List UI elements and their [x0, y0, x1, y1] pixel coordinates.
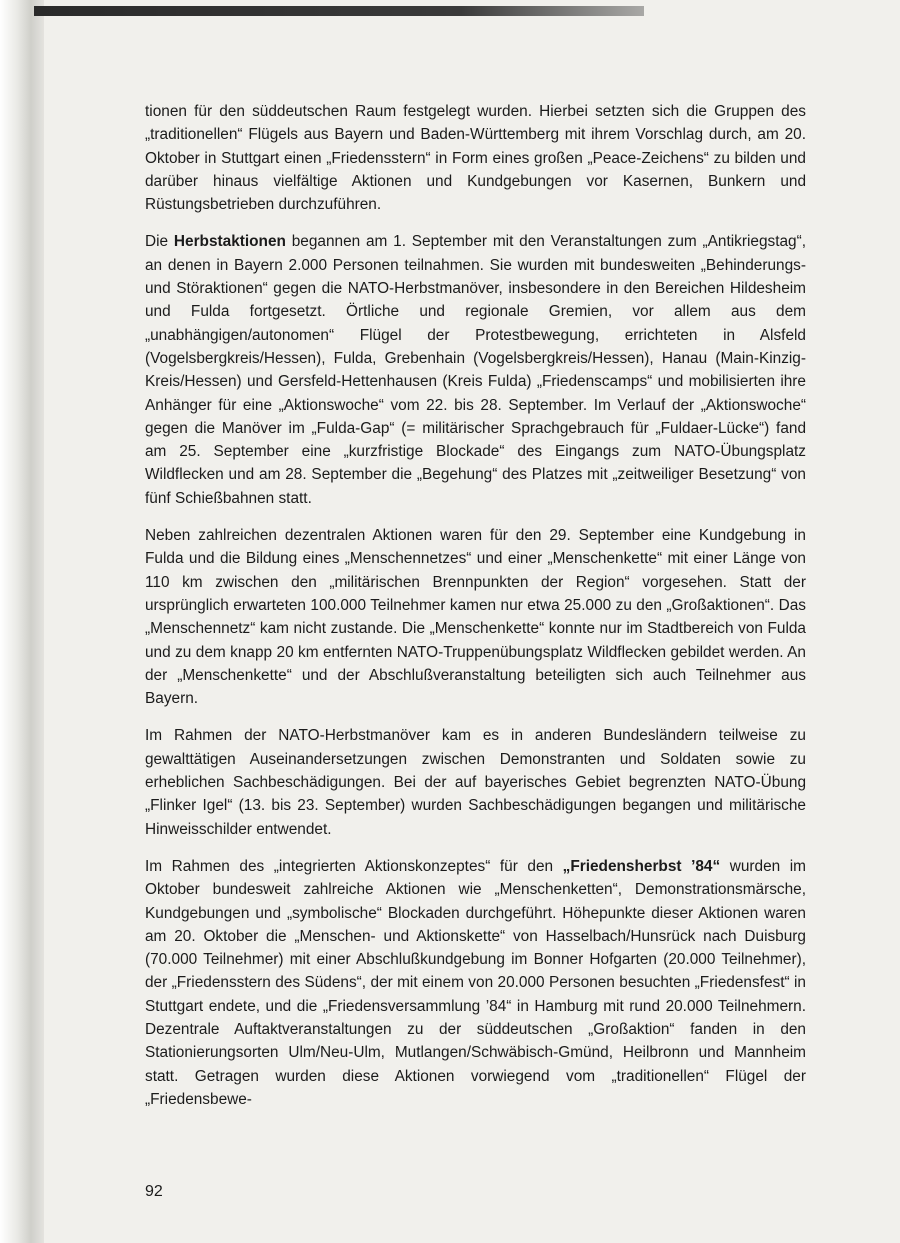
page-body	[145, 100, 806, 1125]
paragraph-3-text: Neben zahlreichen dezentralen Aktionen waren für den 29. September eine Kundgebung in Fulda und die Bildung eines „Menschennetzes“ und einer „Menschenkette“ mit einer Länge von 110 km zwischen den „militärischen Brennpunkten der Region“ vorgesehen. Statt der ursprünglich erwarteten 100.000 Teilnehmer kamen nur etwa 25.000 zu den „Großaktionen“. Das „Menschennetz“ kam nicht zustande. Die „Menschenkette“ konnte nur im Stadtbereich von Fulda und zu dem knapp 20 km entfernten NATO-Truppenübungsplatz Wildflecken gebildet werden. An der „Menschenkette“ und der Abschlußveranstaltung beteiligten sich auch Teilnehmer aus Bayern.	[145, 527, 806, 708]
paragraph-4-text: Im Rahmen der NATO-Herbstmanöver kam es in anderen Bundesländern teilweise zu gewalttätigen Auseinandersetzungen zwischen Demonstranten und Soldaten sowie zu erheblichen Sachbeschädigungen. Bei der auf bayerisches Gebiet begrenzten NATO-Übung „Flinker Igel“ (13. bis 23. September) wurden Sachbeschädigungen begangen und militärische Hinweisschilder entwendet.	[145, 727, 806, 838]
paragraph-5-bold-term: „Friedensherbst ’84“	[562, 857, 721, 875]
paragraph-2-text: begannen am 1. September mit den Veranstaltungen zum „Antikriegstag“, an denen in Bayern 2.000 Personen teilnahmen. Sie wurden mit bundesweiten „Behinderungs- und Störaktionen“ gegen die NATO-Herbstmanöver, insbesondere in den Bereichen Hildesheim und Fulda fortgesetzt. Örtliche und regionale Gremien, vor allem aus dem „unabhängigen/autonomen“ Flügel der Protestbewegung, errichteten in Alsfeld (Vogelsbergkreis/Hessen), Fulda, Grebenhain (Vogelsbergkreis/Hessen), Hanau (Main-Kinzig-Kreis/Hessen) und Gersfeld-Hettenhausen (Kreis Fulda) „Friedenscamps“ und mobilisierten ihre Anhänger für eine „Aktionswoche“ vom 22. bis 28. September. Im Verlauf der „Aktionswoche“ gegen die Manöver im „Fulda-Gap“ (= militärischer Sprachgebrauch für „Fuldaer-Lücke“) fand am 25. September eine „kurzfristige Blockade“ des Eingangs zum NATO-Übungsplatz Wildflecken und am 28. September die „Begehung“ des Platzes mit „zeitweiliger Besetzung“ von fünf Schießbahnen statt.	[145, 233, 806, 507]
paragraph-1-text: tionen für den süddeutschen Raum festgelegt wurden. Hierbei setzten sich die Gruppen des „traditionellen“ Flügels aus Bayern und Baden-Württemberg mit ihrem Vorschlag durch, am 20. Oktober in Stuttgart einen „Friedensstern“ in Form eines großen „Peace-Zeichens“ zu bilden und darüber hinaus vielfältige Aktionen und Kundgebungen vor Kasernen, Bunkern und Rüstungsbetrieben durchzuführen.	[145, 103, 806, 214]
paragraph-1	[145, 100, 806, 216]
paragraph-3	[145, 524, 806, 710]
paragraph-2-bold-term: Herbstaktionen	[173, 233, 286, 251]
paragraph-4	[145, 724, 806, 840]
paragraph-5-text: wurden im Oktober bundesweit zahlreiche Aktionen wie „Menschenketten“, Demonstrationsmärsche, Kundgebungen und „symbolische“ Blockaden durchgeführt. Höhepunkte dieser Aktionen waren am 20. Oktober die „Menschen- und Aktionskette“ von Hasselbach/Hunsrück nach Duisburg (70.000 Teilnehmer) mit einer Abschlußkundgebung im Bonner Hofgarten (20.000 Teilnehmer), der „Friedensstern des Südens“, der mit einem von 20.000 Personen besuchten „Friedensfest“ in Stuttgart endete, und die „Friedensversammlung ’84“ in Hamburg mit rund 20.000 Teilnehmern. Dezentrale Auftaktveranstaltungen zu der süddeutschen „Großaktion“ fanden in den Stationierungsorten Ulm/Neu-Ulm, Mutlangen/Schwäbisch-Gmünd, Heilbronn und Mannheim statt. Getragen wurden diese Aktionen vorwiegend vom „traditionellen“ Flügel der „Friedensbewe-	[145, 857, 806, 1108]
top-scan-edge	[34, 6, 644, 16]
paragraph-5-lead: Im Rahmen des „integrierten Aktionskonzeptes“ für den	[145, 857, 563, 875]
paragraph-2-lead: Die	[145, 233, 174, 251]
paragraph-5	[145, 855, 806, 1111]
paragraph-2	[145, 230, 806, 510]
book-spine-shadow	[0, 0, 44, 1243]
page-number: 92	[145, 1183, 163, 1200]
